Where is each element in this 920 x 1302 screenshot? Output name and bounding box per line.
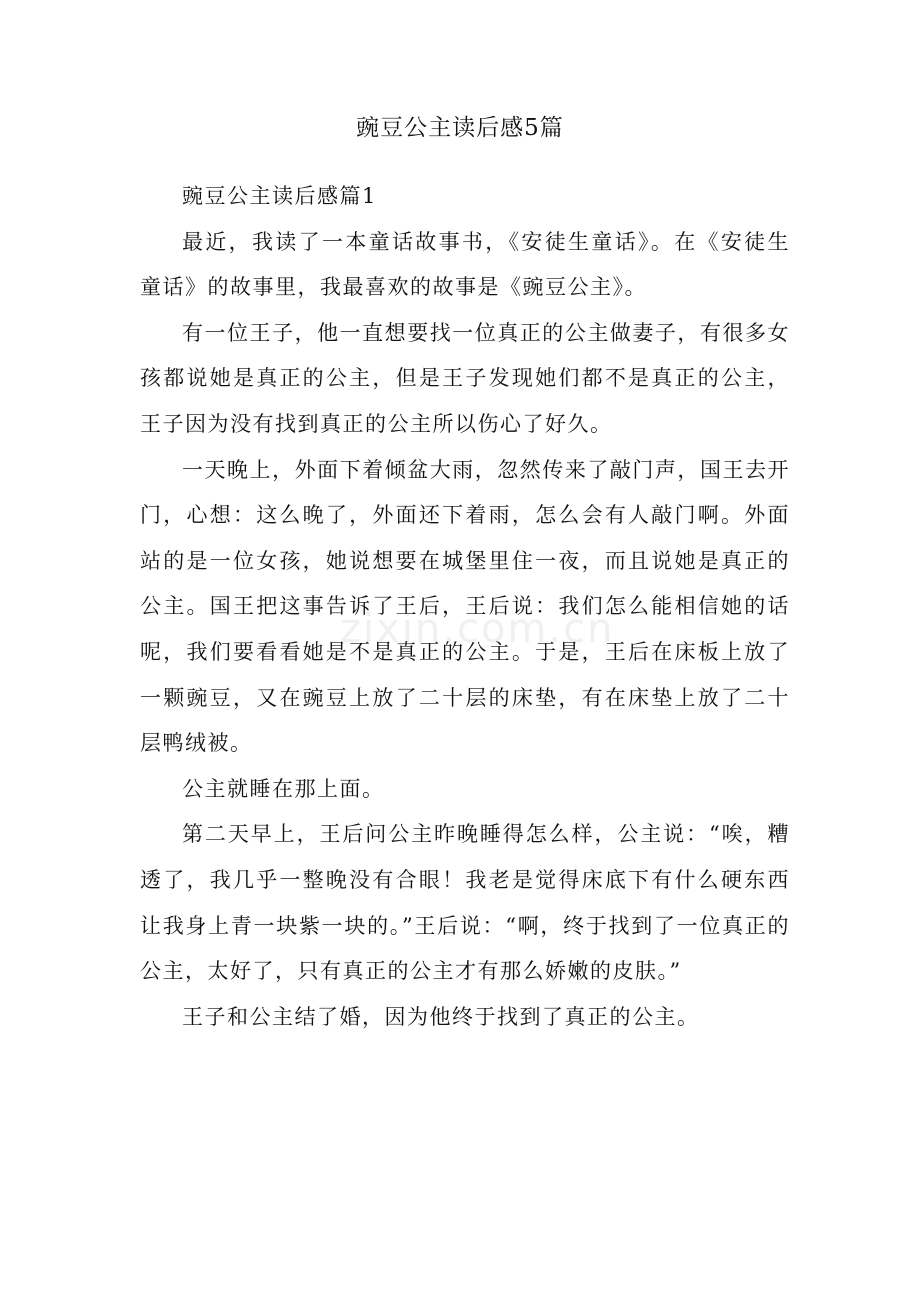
paragraph: 王子和公主结了婚，因为他终于找到了真正的公主。	[182, 1004, 700, 1029]
watermark: zixin.com.cn	[340, 606, 615, 652]
paragraph: 第二天早上，王后问公主昨晚睡得怎么样，公主说：“唉，糟透了，我几乎一整晚没有合眼！我老是觉得床底下有什么硬东西让我身上青一块紫一块的。”王后说：“啊，终于找到了一位真正的公主，太好了，只有真正的公主才有那么娇嫩的皮肤。”	[140, 822, 790, 984]
paragraph: 最近，我读了一本童话故事书，《安徒生童话》。在《安徒生童话》的故事里，我最喜欢的故事是《豌豆公主》。	[140, 229, 790, 300]
document-title: 豌豆公主读后感5篇	[356, 115, 564, 141]
paragraph: 公主就睡在那上面。	[182, 776, 385, 801]
document-body	[140, 174, 790, 1040]
section-heading: 豌豆公主读后感篇1	[182, 184, 377, 208]
paragraph: 有一位王子，他一直想要找一位真正的公主做妻子，有很多女孩都说她是真正的公主，但是王子发现她们都不是真正的公主，王子因为没有找到真正的公主所以伤心了好久。	[140, 320, 790, 436]
paragraph: 一天晚上，外面下着倾盆大雨，忽然传来了敲门声，国王去开门，心想：这么晚了，外面还下着雨，怎么会有人敲门啊。外面站的是一位女孩，她说想要在城堡里住一夜，而且说她是真正的公主。国王把这事告诉了王后，王后说：我们怎么能相信她的话呢，我们要看看她是不是真正的公主。于是，王后在床板上放了一颗豌豆，又在豌豆上放了二十层的床垫，有在床垫上放了二十层鸭绒被。	[140, 457, 790, 756]
